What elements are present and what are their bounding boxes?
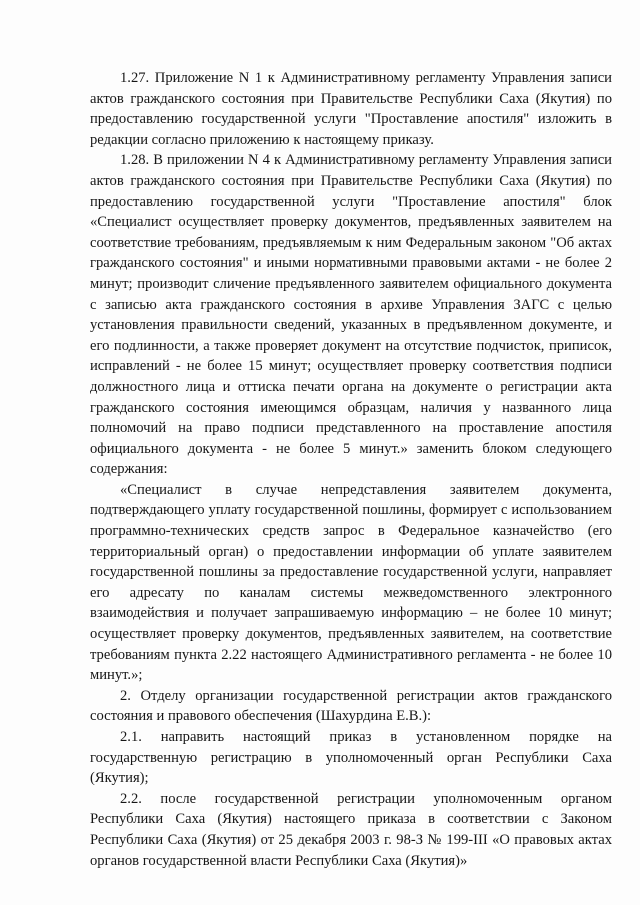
document-body — [90, 68, 612, 871]
paragraph-replacement-block: «Специалист в случае непредставления заявителем документа, подтверждающего уплату государственной пошлины, формирует с использованием программно-технических средств запрос в Федеральное казначейство (его территориальный орган) о предоставлении информации об уплате заявителем государственной пошлины за предоставление государственной услуги, направляет его адресату по каналам системы межведомственного электронного взаимодействия и получает запрашиваемую информацию – не более 10 минут; осуществляет проверку документов, предъявленных заявителем, на соответствие требованиям пункта 2.22 настоящего Административного регламента - не более 10 минут.»; — [90, 481, 612, 684]
paragraph-1-27: 1.27. Приложение N 1 к Административному регламенту Управления записи актов гражданского состояния при Правительстве Республики Саха (Якутия) по предоставлению государственной услуги "Проставление апостиля" изложить в редакции согласно приложению к настоящему приказу. — [90, 70, 612, 148]
paragraph-2: 2. Отделу организации государственной регистрации актов гражданского состояния и правового обеспечения (Шахурдина Е.В.): — [90, 687, 612, 725]
paragraph-2-2: 2.2. после государственной регистрации уполномоченным органом Республики Саха (Якутия) настоящего приказа в соответствии с Законом Республики Саха (Якутия) от 25 декабря 2003 г. 98-З № 199-III «О правовых актах органов государственной власти Республики Саха (Якутия)» — [90, 790, 612, 869]
paragraph-2-1: 2.1. направить настоящий приказ в установленном порядке на государственную регистрацию в уполномоченный орган Республики Саха (Якутия); — [90, 729, 612, 787]
paragraph-1-28: 1.28. В приложении N 4 к Административному регламенту Управления записи актов гражданского состояния при Правительстве Республики Саха (Якутия) по предоставлению государственной услуги "Проставление апостиля" блок «Специалист осуществляет проверку документов, предъявленных заявителем на соответствие требованиям, предъявляемым к ним Федеральным законом "Об актах гражданского состояния" и иными нормативными правовыми актами - не более 2 минут; производит сличение предъявленного заявителем официального документа с записью акта гражданского состояния в архиве Управления ЗАГС с целью установления правильности сведений, указанных в предъявленном документе, и его подлинности, а также проверяет документ на отсутствие подчисток, приписок, исправлений - не более 15 минут; осуществляет проверку соответствия подписи должностного лица и оттиска печати органа на документе о регистрации акта гражданского состояния имеющимся образцам, наличия у названного лица полномочий на право подписи представленного на проставление апостиля официального документа - не более 5 минут.» заменить блоком следующего содержания: — [90, 152, 612, 478]
